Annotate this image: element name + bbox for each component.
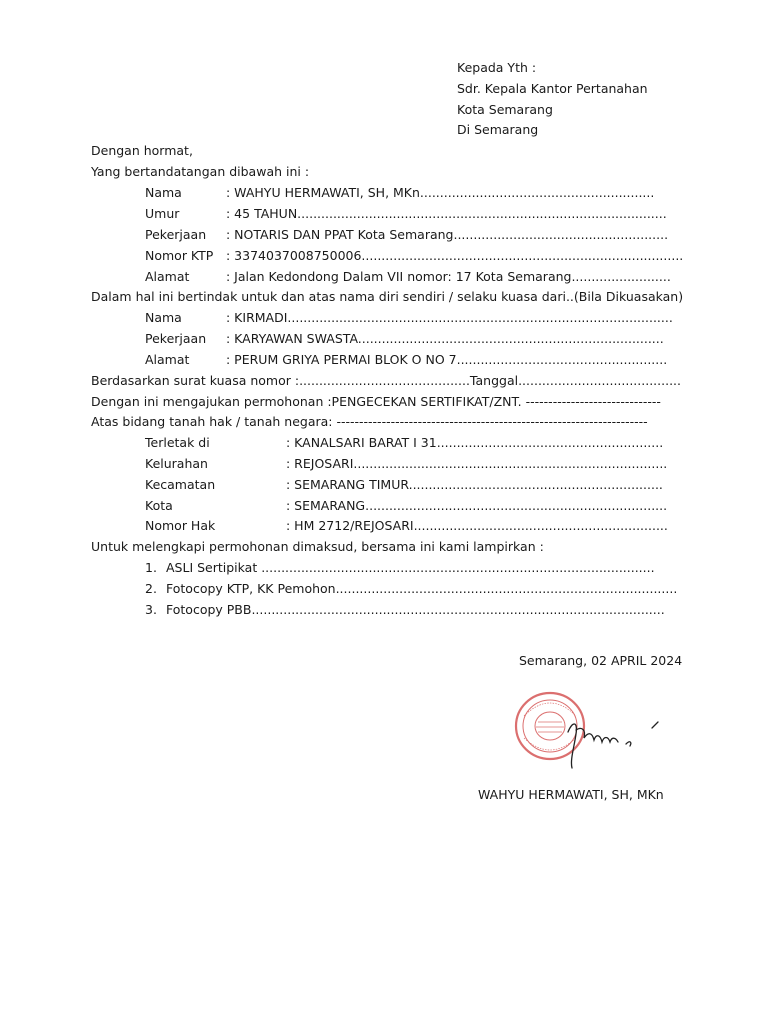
land-location-label: Terletak di — [145, 435, 210, 450]
recipient-line-4: Di Semarang — [457, 122, 539, 137]
attachment-item: ASLI Sertipikat ................................................................................................... — [166, 560, 655, 575]
principal-job-label: Pekerjaan — [145, 331, 207, 346]
land-location-value: : KANALSARI BARAT I 31......................................................... — [286, 435, 664, 450]
land-city-label: Kota — [145, 498, 173, 513]
attachment-item: Fotocopy PBB........................................................................................................ — [166, 602, 665, 617]
applicant-ktp-value: : 3374037008750006................................................................................. — [226, 248, 684, 263]
stamp-and-signature — [512, 686, 672, 776]
applicant-age-value: : 45 TAHUN............................................................................................. — [226, 206, 667, 221]
applicant-address-value: : Jalan Kedondong Dalam VII nomor: 17 Kota Semarang......................... — [226, 269, 671, 284]
applicant-name-label: Nama — [145, 185, 182, 200]
intro-line: Yang bertandatangan dibawah ini : — [91, 164, 310, 179]
recipient-line-3: Kota Semarang — [457, 102, 553, 117]
place-date: Semarang, 02 APRIL 2024 — [519, 653, 683, 668]
applicant-age-label: Umur — [145, 206, 180, 221]
attachment-number: 2. — [145, 581, 157, 596]
power-of-attorney-line: Berdasarkan surat kuasa nomor :...........................................Tanggal......................................... — [91, 373, 681, 388]
principal-name-label: Nama — [145, 310, 182, 325]
land-right-number-label: Nomor Hak — [145, 518, 216, 533]
principal-name-value: : KIRMADI................................................................................................. — [226, 310, 673, 325]
signature-icon — [568, 722, 658, 768]
land-right-number-value: : HM 2712/REJOSARI................................................................ — [286, 518, 668, 533]
land-district-label: Kecamatan — [145, 477, 216, 492]
land-city-value: : SEMARANG............................................................................ — [286, 498, 668, 513]
attachment-number: 3. — [145, 602, 157, 617]
applicant-job-value: : NOTARIS DAN PPAT Kota Semarang...................................................... — [226, 227, 669, 242]
acting-line: Dalam hal ini bertindak untuk dan atas nama diri sendiri / selaku kuasa dari..(Bila Dikuasakan) — [91, 289, 684, 304]
recipient-line-1: Kepada Yth : — [457, 60, 537, 75]
attachments-intro: Untuk melengkapi permohonan dimaksud, bersama ini kami lampirkan : — [91, 539, 544, 554]
recipient-line-2: Sdr. Kepala Kantor Pertanahan — [457, 81, 648, 96]
land-village-value: : REJOSARI............................................................................... — [286, 456, 668, 471]
request-line: Dengan ini mengajukan permohonan :PENGECEKAN SERTIFIKAT/ZNT. ------------------------------ — [91, 394, 661, 409]
attachment-item: Fotocopy KTP, KK Pemohon...................................................................................... — [166, 581, 678, 596]
land-line: Atas bidang tanah hak / tanah negara: --------------------------------------------------------------------- — [91, 414, 648, 429]
signatory-name: WAHYU HERMAWATI, SH, MKn — [478, 787, 664, 802]
land-district-value: : SEMARANG TIMUR................................................................ — [286, 477, 663, 492]
principal-job-value: : KARYAWAN SWASTA............................................................................. — [226, 331, 664, 346]
applicant-address-label: Alamat — [145, 269, 190, 284]
applicant-job-label: Pekerjaan — [145, 227, 207, 242]
land-village-label: Kelurahan — [145, 456, 208, 471]
principal-address-value: : PERUM GRIYA PERMAI BLOK O NO 7..................................................... — [226, 352, 668, 367]
applicant-ktp-label: Nomor KTP — [145, 248, 214, 263]
greeting: Dengan hormat, — [91, 143, 193, 158]
attachment-number: 1. — [145, 560, 157, 575]
principal-address-label: Alamat — [145, 352, 190, 367]
applicant-name-value: : WAHYU HERMAWATI, SH, MKn........................................................... — [226, 185, 655, 200]
